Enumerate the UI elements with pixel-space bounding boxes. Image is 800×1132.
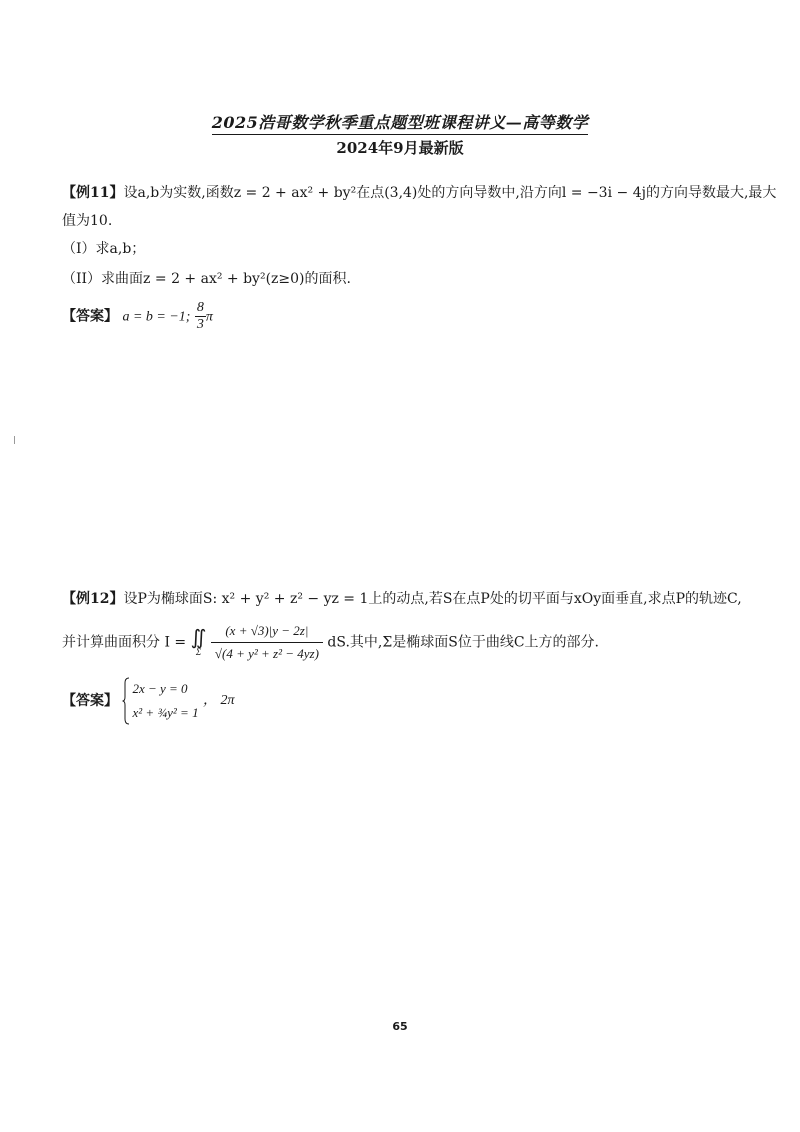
integrand-fraction	[211, 622, 323, 663]
example-11-label: 【例11】	[62, 185, 124, 201]
example-11	[62, 182, 777, 333]
example-11-answer	[62, 300, 752, 333]
example-12-stem-text: 设P为椭球面S: x² + y² + z² − yz = 1上的动点,若S在点P处的切平面与xOy面垂直,求点P的轨迹C,	[123, 591, 742, 607]
double-integral-symbol: ∬	[190, 627, 207, 649]
example-11-answer-fraction	[195, 300, 206, 333]
system-equation-1: 2x − y = 0	[132, 681, 188, 696]
fraction-denominator: 3	[196, 317, 204, 332]
example-11-answer-text: a = b = −1;	[122, 309, 191, 325]
integrand-numerator: (x + √3)|y − 2z|	[211, 622, 323, 643]
example-12-answer-label: 【答案】	[62, 693, 118, 709]
scan-artifact	[14, 436, 15, 444]
fraction-numerator: 8	[196, 300, 204, 315]
example-12-label: 【例12】	[62, 591, 124, 607]
example-11-stem-line2: 值为10.	[62, 213, 113, 229]
integral-suffix: dS.其中,Σ是椭球面S位于曲线C上方的部分.	[327, 634, 599, 651]
example-11-question-2: （II）求曲面z = 2 + ax² + by²(z≥0)的面积.	[62, 271, 351, 287]
system-equation-2: x² + ¾y² = 1	[132, 705, 199, 720]
edition-line: 2024年9月最新版	[336, 139, 464, 157]
integrand-denominator: √(4 + y² + z² − 4yz)	[214, 646, 319, 661]
example-12-answer-value: ， 2π	[203, 693, 235, 708]
equation-system	[122, 677, 198, 725]
example-11-stem-text: 设a,b为实数,函数z = 2 + ax² + by²在点(3,4)处的方向导数中,沿方向l = −3i − 4j的方向导数最大,最大	[123, 185, 777, 201]
course-title: 2025浩哥数学秋季重点题型班课程讲义—高等数学	[212, 110, 589, 135]
left-brace-icon	[122, 677, 130, 725]
example-11-question-1: （I）求a,b；	[62, 241, 146, 257]
example-11-stem-line1	[62, 182, 777, 204]
pi-symbol: π	[205, 309, 213, 325]
page-header	[0, 110, 800, 158]
example-12-stem-line1	[62, 588, 752, 610]
example-12-answer	[62, 677, 752, 725]
example-12	[62, 588, 752, 725]
example-11-answer-label: 【答案】	[62, 308, 118, 325]
example-12-stem-line2	[62, 622, 752, 663]
integral-domain: Σ	[195, 647, 202, 657]
surface-integral	[191, 628, 207, 657]
page-number: 65	[392, 1020, 408, 1033]
integral-prefix: 并计算曲面积分 I =	[62, 634, 187, 651]
